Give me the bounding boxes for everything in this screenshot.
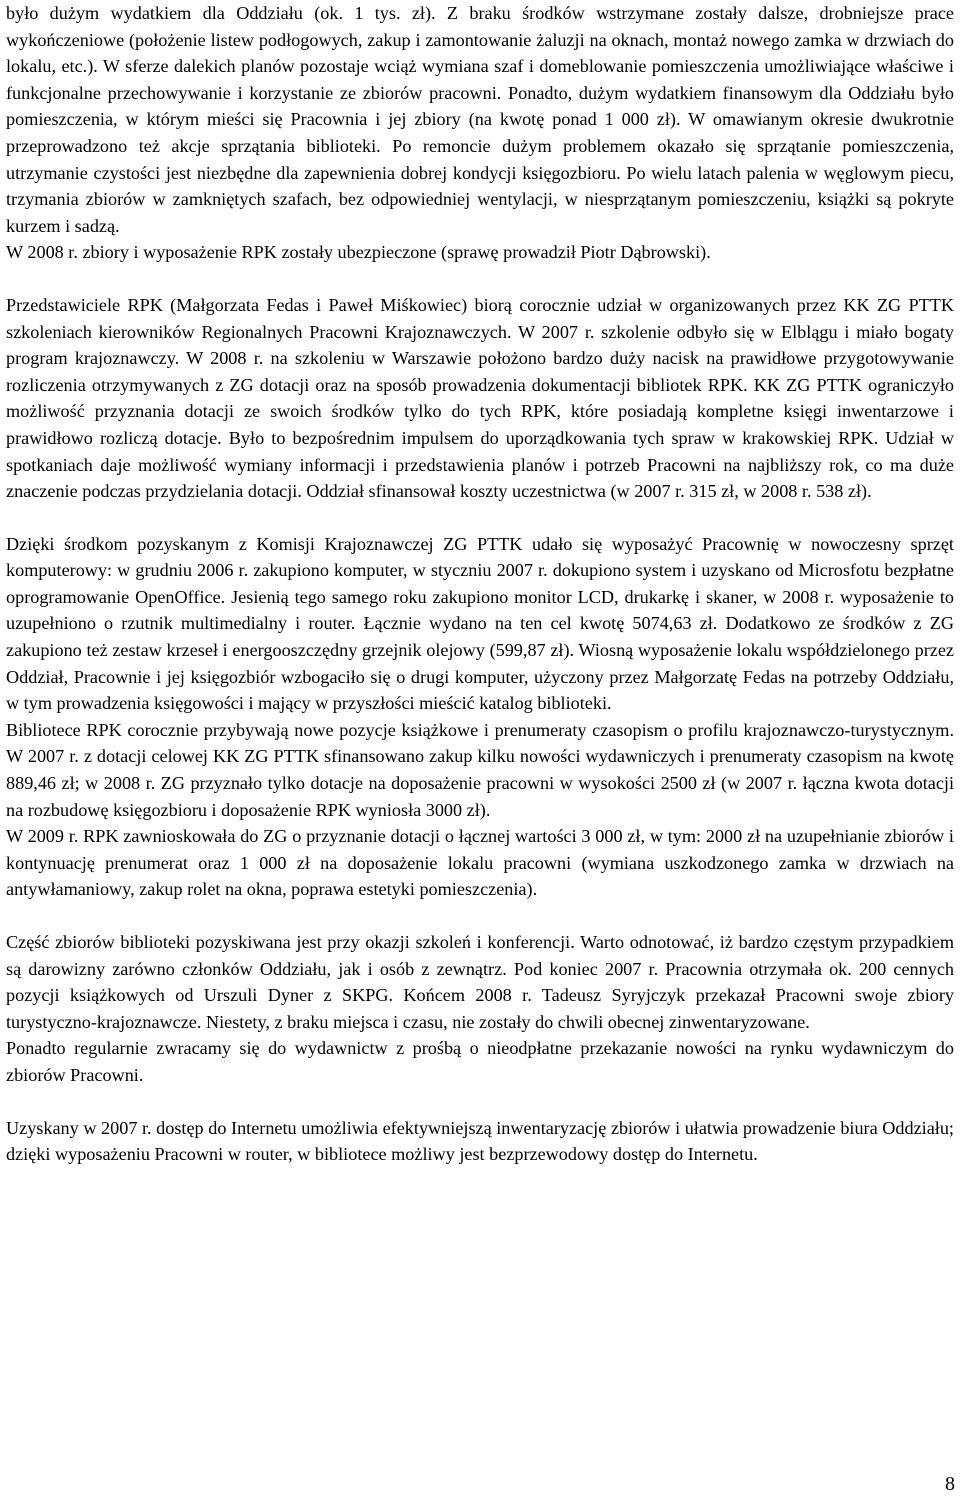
paragraph-donations: Część zbiorów biblioteki pozyskiwana jest przy okazji szkoleń i konferencji. Warto odnotować, iż bardzo częstym przypadkiem są darowizny zarówno członków Oddziału, jak i osób z zewnątrz. Pod koniec 2007 r. Pracownia otrzymała ok. 200 cennych pozycji książkowych od Urszuli Dyner z SKPG. Końcem 2008 r. Tadeusz Syryjczyk przekazał Pracowni swoje zbiory turystyczno-krajoznawcze. Niestety, z braku miejsca i czasu, nie zostały do chwili obecnej zinwentaryzowane. [6,932,954,1032]
paragraph-2009-grant: W 2009 r. RPK zawnioskowała do ZG o przyznanie dotacji o łącznej wartości 3 000 zł, w tym: 2000 zł na uzupełnianie zbiorów i kontynuację prenumerat oraz 1 000 zł na doposażenie lokalu pracowni (wymiana uszkodzonego zamka w drzwiach na antywłamaniowy, zakup rolet na okna, poprawa estetyki pomieszczenia). [6,826,954,900]
paragraph-gap [6,903,954,929]
paragraph-gap [6,1089,954,1115]
paragraph-internet: Uzyskany w 2007 r. dostęp do Internetu umożliwia efektywniejszą inwentaryzację zbiorów i ułatwia prowadzenie biura Oddziału; dzięki wyposażeniu Pracowni w router, w bibliotece możliwy jest bezprzewodowy dostęp do Internetu. [6,1117,954,1165]
paragraph-equipment: Dzięki środkom pozyskanym z Komisji Krajoznawczej ZG PTTK udało się wyposażyć Pracownię w nowoczesny sprzęt komputerowy: w grudniu 2006 r. zakupiono komputer, w styczniu 2007 r. dokupiono system i uzyskano od Microsfotu bezpłatne oprogramowanie OpenOffice. Jesienią tego samego roku zakupiono monitor LCD, drukarkę i skaner, w 2008 r. wyposażenie to uzupełniono o rzutnik multimedialny i router. Łącznie wydano na ten cel kwotę 5074,63 zł. Dodatkowo ze środków z ZG zakupiono też zestaw krzeseł i energooszczędny grzejnik olejowy (599,87 zł). Wiosną wyposażenie lokalu współdzielonego przez Oddział, Pracownie i jej księgozbiór wzbogaciło się o drugi komputer, użyczony przez Małgorzatę Fedas na potrzeby Oddziału, w tym prowadzenia księgowości i mający w przyszłości mieścić katalog biblioteki. [6,533,954,714]
paragraph-insurance: W 2008 r. zbiory i wyposażenie RPK zostały ubezpieczone (sprawę prowadził Piotr Dąbrowski). [6,242,711,263]
document-page [6,0,954,1168]
page-number: 8 [945,1473,955,1495]
paragraph-renovation: było dużym wydatkiem dla Oddziału (ok. 1 tys. zł). Z braku środków wstrzymane zostały dalsze, drobniejsze prace wykończeniowe (położenie listew podłogowych, zakup i zamontowanie żaluzji na oknach, montaż nowego zamka w drzwiach do lokalu, etc.). W sferze dalekich planów pozostaje wciąż wymiana szaf i domeblowanie pomieszczenia umożliwiające właściwe i funkcjonalne przechowywanie i korzystanie ze zbiorów pracowni. Ponadto, dużym wydatkiem finansowym dla Oddziału było pomieszczenia, w którym mieści się Pracownia i jej zbiory (na kwotę ponad 1 000 zł). W omawianym okresie dwukrotnie przeprowadzono też akcje sprzątania biblioteki. Po remoncie dużym problemem okazało się sprzątanie pomieszczenia, utrzymanie czystości jest niezbędne dla zapewnienia dobrej kondycji księgozbioru. Po wielu latach palenia w węglowym piecu, trzymania zbiorów w zamkniętych szafach, bez odpowiedniej wentylacji, w niesprzątanym pomieszczeniu, książki są pokryte kurzem i sadzą. [6,3,954,236]
paragraph-publishers: Ponadto regularnie zwracamy się do wydawnictw z prośbą o nieodpłatne przekazanie nowości na rynku wydawniczym do zbiorów Pracowni. [6,1038,954,1085]
paragraph-training: Przedstawiciele RPK (Małgorzata Fedas i Paweł Miśkowiec) biorą corocznie udział w organizowanych przez KK ZG PTTK szkoleniach kierowników Regionalnych Pracowni Krajoznawczych. W 2007 r. szkolenie odbyło się w Elblągu i miało bogaty program krajoznawczy. W 2008 r. na szkoleniu w Warszawie położono bardzo duży nacisk na prawidłowe przygotowywanie rozliczenia otrzymywanych z ZG dotacji oraz na sposób prowadzenia dokumentacji bibliotek RPK. KK ZG PTTK ograniczyło możliwość przyznania dotacji ze swoich środków tylko do tych RPK, które posiadają kompletne księgi inwentarzowe i prawidłowo rozliczą dotacje. Było to bezpośrednim impulsem do uporządkowania tych spraw w krakowskiej RPK. Udział w spotkaniach daje możliwość wymiany informacji i przedstawienia planów i potrzeb Pracowni na najbliższy rok, co ma duże znaczenie podczas przydzielania dotacji. Oddział sfinansował koszty uczestnictwa (w 2007 r. 315 zł, w 2008 r. 538 zł). [6,294,954,502]
paragraph-gap [6,266,954,292]
paragraph-gap [6,505,954,531]
paragraph-library-acquisitions: Bibliotece RPK corocznie przybywają nowe pozycje książkowe i prenumeraty czasopism o profilu krajoznawczo-turystycznym. W 2007 r. z dotacji celowej KK ZG PTTK sfinansowano zakup kilku nowości wydawniczych i prenumeraty czasopism na kwotę 889,46 zł; w 2008 r. ZG przyznało tylko dotacje na doposażenie pracowni w wysokości 2500 zł (w 2007 r. łączna kwota dotacji na rozbudowę księgozbioru i doposażenie RPK wyniosła 3000 zł). [6,719,954,820]
